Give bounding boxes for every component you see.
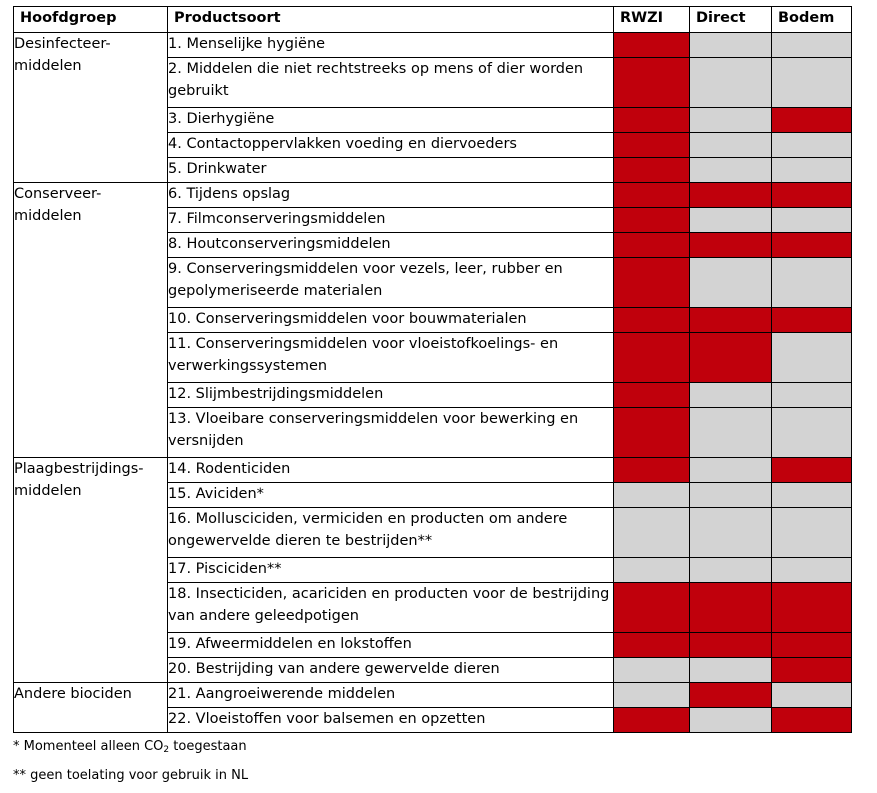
header-productsoort: Productsoort — [168, 7, 614, 33]
bodem-cell — [772, 708, 852, 733]
rwzi-cell — [614, 58, 690, 108]
direct-cell — [690, 233, 772, 258]
header-bodem: Bodem — [772, 7, 852, 33]
rwzi-cell — [614, 108, 690, 133]
subscript: 2 — [163, 745, 170, 755]
direct-cell — [690, 158, 772, 183]
rwzi-cell — [614, 258, 690, 308]
product-label: 15. Aviciden* — [168, 483, 614, 508]
product-label: 4. Contactoppervlakken voeding en diervoeders — [168, 133, 614, 158]
rwzi-cell — [614, 508, 690, 558]
rwzi-cell — [614, 133, 690, 158]
bodem-cell — [772, 233, 852, 258]
footnote-2: ** geen toelating voor gebruik in NL — [13, 768, 249, 783]
bodem-cell — [772, 158, 852, 183]
direct-cell — [690, 583, 772, 633]
product-label: 1. Menselijke hygiëne — [168, 33, 614, 58]
direct-cell — [690, 58, 772, 108]
product-label: 8. Houtconserveringsmiddelen — [168, 233, 614, 258]
header-direct: Direct — [690, 7, 772, 33]
product-label: 6. Tijdens opslag — [168, 183, 614, 208]
product-label: 11. Conserveringsmiddelen voor vloeistofkoelings- en verwerkingssystemen — [168, 333, 614, 383]
product-label: 10. Conserveringsmiddelen voor bouwmaterialen — [168, 308, 614, 333]
product-label: 21. Aangroeiwerende middelen — [168, 683, 614, 708]
direct-cell — [690, 508, 772, 558]
rwzi-cell — [614, 658, 690, 683]
table-row — [14, 33, 852, 58]
bodem-cell — [772, 658, 852, 683]
header-row — [14, 7, 852, 33]
product-label: 2. Middelen die niet rechtstreeks op mens of dier worden gebruikt — [168, 58, 614, 108]
bodem-cell — [772, 33, 852, 58]
bodem-cell — [772, 383, 852, 408]
rwzi-cell — [614, 633, 690, 658]
table-row — [14, 183, 852, 208]
table-row — [14, 458, 852, 483]
group-label: Plaagbestrijdings- middelen — [14, 458, 168, 683]
bodem-cell — [772, 333, 852, 383]
rwzi-cell — [614, 333, 690, 383]
product-label: 18. Insecticiden, acariciden en producten voor de bestrijding van andere geleedpotigen — [168, 583, 614, 633]
bodem-cell — [772, 183, 852, 208]
biocide-table — [13, 6, 852, 733]
product-label: 14. Rodenticiden — [168, 458, 614, 483]
rwzi-cell — [614, 158, 690, 183]
bodem-cell — [772, 583, 852, 633]
product-label: 13. Vloeibare conserveringsmiddelen voor bewerking en versnijden — [168, 408, 614, 458]
rwzi-cell — [614, 708, 690, 733]
product-label: 9. Conserveringsmiddelen voor vezels, leer, rubber en gepolymeriseerde materialen — [168, 258, 614, 308]
direct-cell — [690, 483, 772, 508]
product-label: 17. Pisciciden** — [168, 558, 614, 583]
rwzi-cell — [614, 558, 690, 583]
rwzi-cell — [614, 183, 690, 208]
footnote-1: * Momenteel alleen $CO_2$ toegestaan — [13, 739, 247, 755]
direct-cell — [690, 658, 772, 683]
rwzi-cell — [614, 483, 690, 508]
rwzi-cell — [614, 408, 690, 458]
bodem-cell — [772, 133, 852, 158]
direct-cell — [690, 133, 772, 158]
rwzi-cell — [614, 583, 690, 633]
product-label: 7. Filmconserveringsmiddelen — [168, 208, 614, 233]
group-label: Desinfecteer- middelen — [14, 33, 168, 183]
rwzi-cell — [614, 383, 690, 408]
direct-cell — [690, 458, 772, 483]
direct-cell — [690, 708, 772, 733]
product-label: 16. Mollusciciden, vermiciden en producten om andere ongewervelde dieren te bestrijden** — [168, 508, 614, 558]
product-label: 3. Dierhygiëne — [168, 108, 614, 133]
group-label: Conserveer- middelen — [14, 183, 168, 458]
rwzi-cell — [614, 233, 690, 258]
product-label: 19. Afweermiddelen en lokstoffen — [168, 633, 614, 658]
bodem-cell — [772, 633, 852, 658]
rwzi-cell — [614, 308, 690, 333]
group-label: Andere biociden — [14, 683, 168, 733]
product-label: 22. Vloeistoffen voor balsemen en opzetten — [168, 708, 614, 733]
bodem-cell — [772, 108, 852, 133]
rwzi-cell — [614, 458, 690, 483]
direct-cell — [690, 33, 772, 58]
bodem-cell — [772, 483, 852, 508]
bodem-cell — [772, 58, 852, 108]
bodem-cell — [772, 258, 852, 308]
direct-cell — [690, 408, 772, 458]
rwzi-cell — [614, 33, 690, 58]
product-label: 20. Bestrijding van andere gewervelde dieren — [168, 658, 614, 683]
direct-cell — [690, 258, 772, 308]
direct-cell — [690, 333, 772, 383]
direct-cell — [690, 558, 772, 583]
footnotes — [13, 738, 248, 793]
bodem-cell — [772, 308, 852, 333]
bodem-cell — [772, 508, 852, 558]
bodem-cell — [772, 458, 852, 483]
product-label: 5. Drinkwater — [168, 158, 614, 183]
bodem-cell — [772, 208, 852, 233]
direct-cell — [690, 683, 772, 708]
bodem-cell — [772, 408, 852, 458]
rwzi-cell — [614, 208, 690, 233]
direct-cell — [690, 183, 772, 208]
header-hoofdgroep: Hoofdgroep — [14, 7, 168, 33]
bodem-cell — [772, 683, 852, 708]
table-row — [14, 683, 852, 708]
direct-cell — [690, 308, 772, 333]
direct-cell — [690, 108, 772, 133]
header-rwzi: RWZI — [614, 7, 690, 33]
direct-cell — [690, 208, 772, 233]
rwzi-cell — [614, 683, 690, 708]
direct-cell — [690, 383, 772, 408]
bodem-cell — [772, 558, 852, 583]
direct-cell — [690, 633, 772, 658]
product-label: 12. Slijmbestrijdingsmiddelen — [168, 383, 614, 408]
